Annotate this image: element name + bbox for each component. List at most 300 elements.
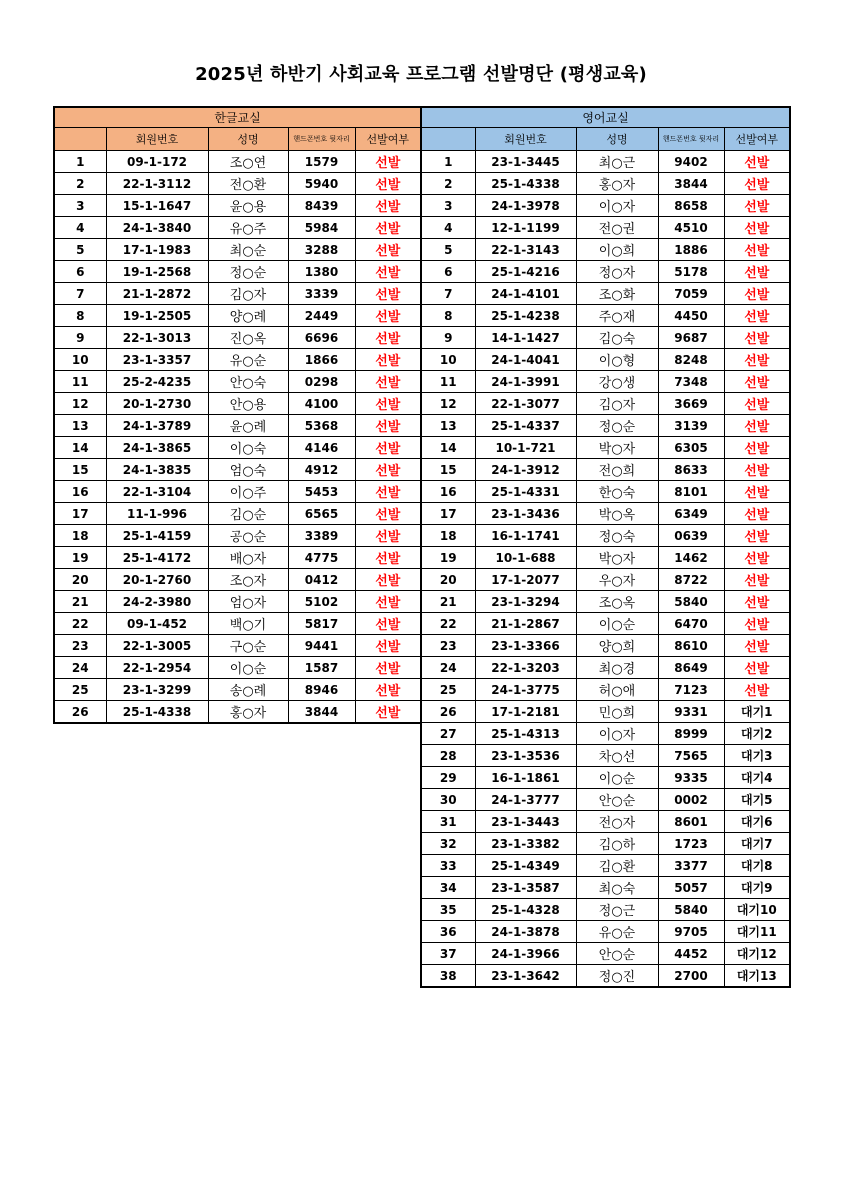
member-name: 안○용 [208, 393, 288, 415]
phone-digits: 7565 [658, 745, 724, 767]
selection-status: 선발 [724, 481, 790, 503]
selection-status: 선발 [724, 305, 790, 327]
phone-digits: 6349 [658, 503, 724, 525]
table-row [54, 415, 421, 437]
member-name: 이○순 [208, 657, 288, 679]
phone-digits: 4912 [288, 459, 355, 481]
member-name: 전○권 [576, 217, 658, 239]
table-row [54, 261, 421, 283]
table-row [54, 195, 421, 217]
phone-digits: 7348 [658, 371, 724, 393]
selection-status: 선발 [355, 195, 421, 217]
selection-status: 선발 [724, 195, 790, 217]
row-number: 27 [421, 723, 475, 745]
col-status: 선발여부 [724, 128, 790, 151]
phone-digits: 4452 [658, 943, 724, 965]
member-name: 이○자 [576, 723, 658, 745]
member-number: 24-1-4101 [475, 283, 576, 305]
table-row [54, 349, 421, 371]
member-name: 최○숙 [576, 877, 658, 899]
table-row [54, 459, 421, 481]
phone-digits: 4100 [288, 393, 355, 415]
table-row [54, 327, 421, 349]
row-number: 5 [54, 239, 106, 261]
col-name: 성명 [208, 128, 288, 151]
selection-status: 선발 [724, 569, 790, 591]
row-number: 26 [54, 701, 106, 724]
phone-digits: 1866 [288, 349, 355, 371]
member-number: 24-1-3835 [106, 459, 208, 481]
table-row [421, 437, 790, 459]
table-row [54, 591, 421, 613]
table-row [421, 745, 790, 767]
selection-status: 선발 [355, 635, 421, 657]
member-number: 24-1-3912 [475, 459, 576, 481]
table-row [421, 701, 790, 723]
member-name: 이○주 [208, 481, 288, 503]
phone-digits: 1462 [658, 547, 724, 569]
member-name: 이○자 [576, 195, 658, 217]
table-row [421, 635, 790, 657]
table-row [54, 151, 421, 173]
selection-status: 선발 [355, 349, 421, 371]
selection-status: 선발 [724, 261, 790, 283]
phone-digits: 9331 [658, 701, 724, 723]
member-name: 민○희 [576, 701, 658, 723]
member-number: 24-1-3789 [106, 415, 208, 437]
member-number: 24-1-3966 [475, 943, 576, 965]
row-number: 22 [421, 613, 475, 635]
phone-digits: 3288 [288, 239, 355, 261]
member-name: 이○형 [576, 349, 658, 371]
table-row [421, 503, 790, 525]
phone-digits: 8248 [658, 349, 724, 371]
member-number: 25-1-4313 [475, 723, 576, 745]
member-name: 전○희 [576, 459, 658, 481]
phone-digits: 3389 [288, 525, 355, 547]
member-name: 엄○숙 [208, 459, 288, 481]
member-number: 23-1-3642 [475, 965, 576, 988]
member-name: 안○순 [576, 943, 658, 965]
table-row [54, 613, 421, 635]
phone-digits: 9335 [658, 767, 724, 789]
selection-status: 선발 [355, 393, 421, 415]
member-number: 22-1-3104 [106, 481, 208, 503]
phone-digits: 8658 [658, 195, 724, 217]
row-number: 7 [421, 283, 475, 305]
row-number: 18 [54, 525, 106, 547]
member-name: 강○생 [576, 371, 658, 393]
phone-digits: 1579 [288, 151, 355, 173]
phone-digits: 8946 [288, 679, 355, 701]
row-number: 17 [421, 503, 475, 525]
member-name: 한○숙 [576, 481, 658, 503]
member-number: 23-1-3299 [106, 679, 208, 701]
row-number: 17 [54, 503, 106, 525]
phone-digits: 5817 [288, 613, 355, 635]
selection-status: 선발 [355, 217, 421, 239]
table-row [421, 525, 790, 547]
selection-status: 선발 [724, 503, 790, 525]
selection-status: 대기3 [724, 745, 790, 767]
phone-digits: 9687 [658, 327, 724, 349]
phone-digits: 3339 [288, 283, 355, 305]
table-row [421, 613, 790, 635]
phone-digits: 8633 [658, 459, 724, 481]
selection-status: 대기1 [724, 701, 790, 723]
member-name: 윤○용 [208, 195, 288, 217]
phone-digits: 9705 [658, 921, 724, 943]
selection-status: 선발 [355, 657, 421, 679]
member-name: 이○순 [576, 613, 658, 635]
row-number: 9 [421, 327, 475, 349]
member-number: 25-1-4331 [475, 481, 576, 503]
english-class-title: 영어교실 [421, 107, 790, 128]
member-number: 24-1-3840 [106, 217, 208, 239]
member-name: 이○순 [576, 767, 658, 789]
member-number: 23-1-3436 [475, 503, 576, 525]
row-number: 23 [421, 635, 475, 657]
member-name: 공○순 [208, 525, 288, 547]
phone-digits: 8610 [658, 635, 724, 657]
member-name: 김○환 [576, 855, 658, 877]
member-number: 17-1-1983 [106, 239, 208, 261]
member-name: 정○순 [576, 415, 658, 437]
row-number: 31 [421, 811, 475, 833]
table-row [421, 283, 790, 305]
row-number: 13 [421, 415, 475, 437]
row-number: 3 [54, 195, 106, 217]
member-name: 유○순 [208, 349, 288, 371]
member-number: 25-2-4235 [106, 371, 208, 393]
phone-digits: 0002 [658, 789, 724, 811]
table-row [54, 371, 421, 393]
row-number: 11 [54, 371, 106, 393]
row-number: 33 [421, 855, 475, 877]
member-number: 19-1-2505 [106, 305, 208, 327]
table-row [421, 371, 790, 393]
selection-status: 선발 [355, 415, 421, 437]
row-number: 38 [421, 965, 475, 988]
row-number: 6 [421, 261, 475, 283]
table-row [421, 327, 790, 349]
member-number: 25-1-4238 [475, 305, 576, 327]
row-number: 22 [54, 613, 106, 635]
col-member-no: 회원번호 [475, 128, 576, 151]
selection-status: 선발 [355, 591, 421, 613]
selection-status: 선발 [355, 701, 421, 724]
member-name: 엄○자 [208, 591, 288, 613]
member-name: 백○기 [208, 613, 288, 635]
table-row [421, 921, 790, 943]
phone-digits: 4510 [658, 217, 724, 239]
table-row [421, 723, 790, 745]
member-number: 25-1-4338 [475, 173, 576, 195]
table-row [54, 547, 421, 569]
member-name: 최○경 [576, 657, 658, 679]
table-row [421, 195, 790, 217]
row-number: 4 [421, 217, 475, 239]
col-phone: 핸드폰번호 뒷자리 [288, 128, 355, 151]
phone-digits: 5368 [288, 415, 355, 437]
selection-status: 선발 [724, 349, 790, 371]
member-number: 20-1-2760 [106, 569, 208, 591]
row-number: 1 [54, 151, 106, 173]
member-number: 24-2-3980 [106, 591, 208, 613]
member-number: 25-1-4216 [475, 261, 576, 283]
phone-digits: 8649 [658, 657, 724, 679]
phone-digits: 3844 [288, 701, 355, 724]
member-name: 허○애 [576, 679, 658, 701]
selection-status: 선발 [724, 151, 790, 173]
member-name: 유○주 [208, 217, 288, 239]
phone-digits: 0639 [658, 525, 724, 547]
table-row [421, 305, 790, 327]
col-no [421, 128, 475, 151]
member-name: 김○자 [576, 393, 658, 415]
table-row [54, 525, 421, 547]
member-number: 24-1-3978 [475, 195, 576, 217]
phone-digits: 8601 [658, 811, 724, 833]
member-number: 23-1-3445 [475, 151, 576, 173]
phone-digits: 6696 [288, 327, 355, 349]
member-number: 17-1-2077 [475, 569, 576, 591]
member-number: 14-1-1427 [475, 327, 576, 349]
table-row [54, 657, 421, 679]
selection-status: 대기4 [724, 767, 790, 789]
member-number: 22-1-3013 [106, 327, 208, 349]
row-number: 12 [54, 393, 106, 415]
row-number: 25 [421, 679, 475, 701]
phone-digits: 1886 [658, 239, 724, 261]
selection-status: 선발 [355, 459, 421, 481]
member-number: 24-1-3878 [475, 921, 576, 943]
selection-status: 선발 [355, 151, 421, 173]
member-number: 23-1-3587 [475, 877, 576, 899]
row-number: 19 [54, 547, 106, 569]
member-number: 22-1-3143 [475, 239, 576, 261]
table-row [54, 305, 421, 327]
member-number: 19-1-2568 [106, 261, 208, 283]
table-row [54, 437, 421, 459]
selection-status: 대기6 [724, 811, 790, 833]
table-row [421, 943, 790, 965]
table-row [421, 855, 790, 877]
table-row [54, 283, 421, 305]
row-number: 18 [421, 525, 475, 547]
row-number: 23 [54, 635, 106, 657]
phone-digits: 6470 [658, 613, 724, 635]
phone-digits: 9441 [288, 635, 355, 657]
phone-digits: 2449 [288, 305, 355, 327]
selection-status: 선발 [724, 437, 790, 459]
selection-status: 선발 [355, 569, 421, 591]
table-row [421, 481, 790, 503]
table-row [421, 217, 790, 239]
korean-class-title: 한글교실 [54, 107, 421, 128]
member-number: 10-1-688 [475, 547, 576, 569]
member-number: 22-1-3005 [106, 635, 208, 657]
row-number: 7 [54, 283, 106, 305]
table-row [421, 657, 790, 679]
member-name: 정○진 [576, 965, 658, 988]
col-status: 선발여부 [355, 128, 421, 151]
member-number: 24-1-4041 [475, 349, 576, 371]
member-name: 최○근 [576, 151, 658, 173]
selection-status: 선발 [724, 679, 790, 701]
phone-digits: 7123 [658, 679, 724, 701]
phone-digits: 8722 [658, 569, 724, 591]
member-number: 25-1-4172 [106, 547, 208, 569]
member-name: 정○자 [576, 261, 658, 283]
selection-status: 대기2 [724, 723, 790, 745]
row-number: 32 [421, 833, 475, 855]
member-name: 전○환 [208, 173, 288, 195]
row-number: 4 [54, 217, 106, 239]
member-name: 유○순 [576, 921, 658, 943]
member-name: 홍○자 [208, 701, 288, 724]
selection-status: 선발 [724, 217, 790, 239]
table-row [421, 679, 790, 701]
selection-status: 대기13 [724, 965, 790, 988]
english-class-table [420, 106, 791, 988]
row-number: 10 [421, 349, 475, 371]
selection-status: 선발 [724, 459, 790, 481]
selection-status: 선발 [355, 173, 421, 195]
phone-digits: 5453 [288, 481, 355, 503]
row-number: 35 [421, 899, 475, 921]
selection-status: 선발 [724, 393, 790, 415]
phone-digits: 7059 [658, 283, 724, 305]
row-number: 1 [421, 151, 475, 173]
selection-status: 대기8 [724, 855, 790, 877]
row-number: 15 [54, 459, 106, 481]
member-name: 송○례 [208, 679, 288, 701]
table-row [421, 899, 790, 921]
phone-digits: 5057 [658, 877, 724, 899]
selection-status: 대기5 [724, 789, 790, 811]
col-name: 성명 [576, 128, 658, 151]
member-number: 25-1-4338 [106, 701, 208, 724]
table-row [421, 767, 790, 789]
selection-status: 선발 [724, 547, 790, 569]
row-number: 12 [421, 393, 475, 415]
row-number: 26 [421, 701, 475, 723]
member-name: 윤○례 [208, 415, 288, 437]
member-number: 09-1-172 [106, 151, 208, 173]
member-number: 25-1-4349 [475, 855, 576, 877]
table-row [421, 151, 790, 173]
table-row [421, 239, 790, 261]
selection-status: 선발 [355, 305, 421, 327]
selection-status: 선발 [724, 613, 790, 635]
table-row [421, 261, 790, 283]
member-name: 김○숙 [576, 327, 658, 349]
member-name: 이○숙 [208, 437, 288, 459]
selection-status: 선발 [355, 239, 421, 261]
member-number: 21-1-2867 [475, 613, 576, 635]
row-number: 9 [54, 327, 106, 349]
table-row [421, 965, 790, 988]
row-number: 3 [421, 195, 475, 217]
member-number: 23-1-3382 [475, 833, 576, 855]
phone-digits: 3377 [658, 855, 724, 877]
member-name: 조○화 [576, 283, 658, 305]
member-number: 24-1-3777 [475, 789, 576, 811]
table-row [54, 679, 421, 701]
phone-digits: 6305 [658, 437, 724, 459]
phone-digits: 8439 [288, 195, 355, 217]
selection-status: 선발 [724, 327, 790, 349]
phone-digits: 1723 [658, 833, 724, 855]
member-number: 24-1-3865 [106, 437, 208, 459]
phone-digits: 9402 [658, 151, 724, 173]
selection-status: 선발 [355, 503, 421, 525]
member-number: 20-1-2730 [106, 393, 208, 415]
member-number: 11-1-996 [106, 503, 208, 525]
korean-class-table [53, 106, 422, 724]
row-number: 16 [421, 481, 475, 503]
member-name: 안○숙 [208, 371, 288, 393]
member-name: 조○연 [208, 151, 288, 173]
table-row [54, 173, 421, 195]
selection-status: 선발 [355, 261, 421, 283]
phone-digits: 4146 [288, 437, 355, 459]
row-number: 8 [54, 305, 106, 327]
table-row [54, 635, 421, 657]
member-number: 22-1-3112 [106, 173, 208, 195]
selection-status: 선발 [724, 635, 790, 657]
row-number: 24 [54, 657, 106, 679]
row-number: 20 [54, 569, 106, 591]
table-row [421, 547, 790, 569]
member-name: 박○자 [576, 437, 658, 459]
table-row [54, 481, 421, 503]
selection-status: 대기7 [724, 833, 790, 855]
table-row [421, 173, 790, 195]
phone-digits: 3139 [658, 415, 724, 437]
phone-digits: 8999 [658, 723, 724, 745]
col-no [54, 128, 106, 151]
row-number: 14 [421, 437, 475, 459]
selection-status: 선발 [724, 371, 790, 393]
table-row [54, 393, 421, 415]
row-number: 16 [54, 481, 106, 503]
member-name: 이○희 [576, 239, 658, 261]
member-name: 김○순 [208, 503, 288, 525]
selection-status: 선발 [355, 525, 421, 547]
selection-status: 대기10 [724, 899, 790, 921]
row-number: 8 [421, 305, 475, 327]
row-number: 14 [54, 437, 106, 459]
member-number: 15-1-1647 [106, 195, 208, 217]
selection-status: 선발 [724, 525, 790, 547]
table-row [421, 877, 790, 899]
member-name: 김○자 [208, 283, 288, 305]
table-row [54, 569, 421, 591]
member-name: 김○하 [576, 833, 658, 855]
row-number: 19 [421, 547, 475, 569]
phone-digits: 1380 [288, 261, 355, 283]
member-number: 24-1-3991 [475, 371, 576, 393]
row-number: 30 [421, 789, 475, 811]
phone-digits: 3844 [658, 173, 724, 195]
phone-digits: 2700 [658, 965, 724, 988]
member-name: 차○선 [576, 745, 658, 767]
table-row [54, 217, 421, 239]
row-number: 6 [54, 261, 106, 283]
table-row [421, 459, 790, 481]
